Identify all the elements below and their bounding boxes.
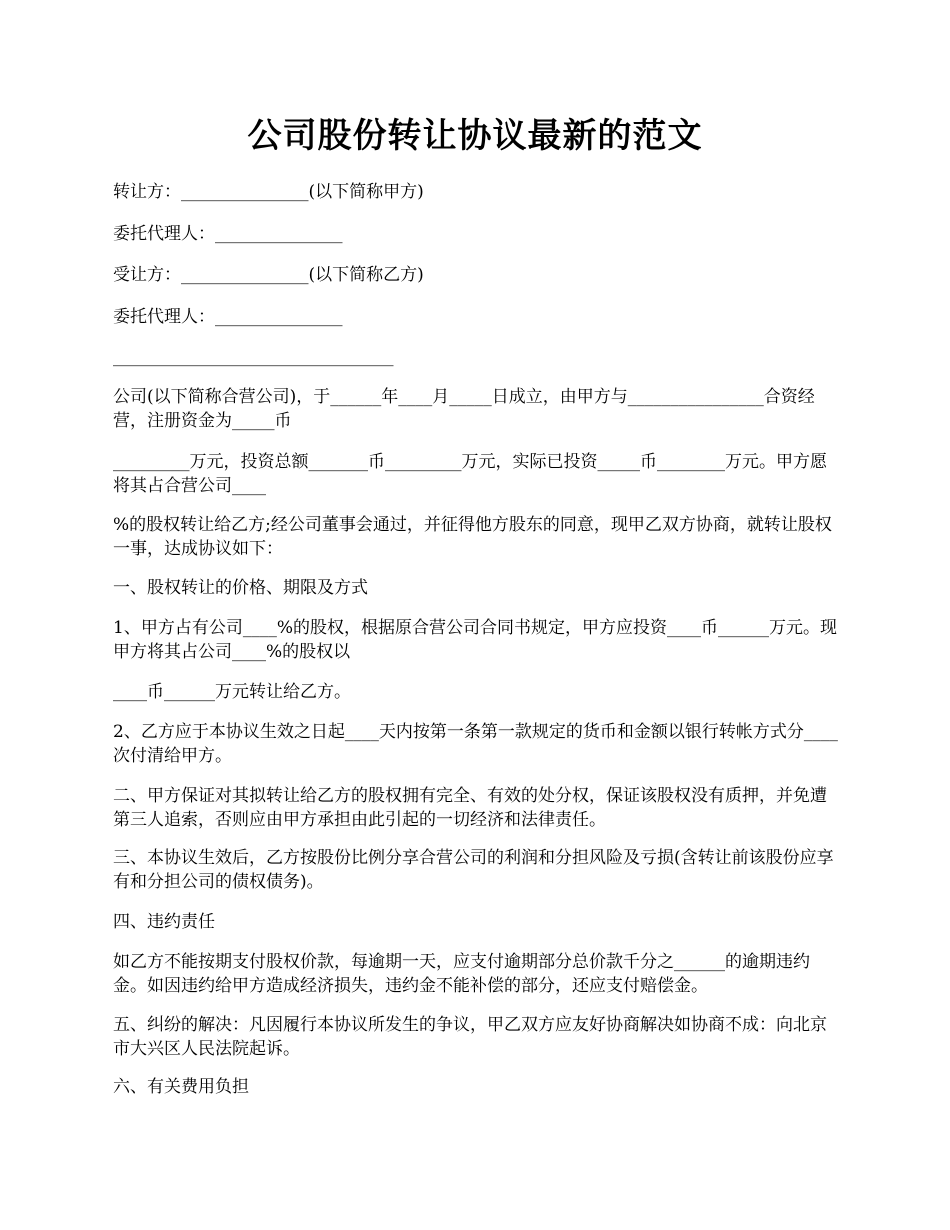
section-five-disputes: 五、纠纷的解决：凡因履行本协议所发生的争议，甲乙双方应友好协商解决如协商不成：向北京市大兴区人民法院起诉。: [113, 1015, 827, 1059]
section-heading-price: 一、股权转让的价格、期限及方式: [113, 578, 368, 598]
section-three-profit-sharing: 三、本协议生效后，乙方按股份比例分享合营公司的利润和分担风险及亏损(含转让前该股份应享有和分担公司的债权债务)。: [113, 848, 834, 892]
transferee-agent-line: 委托代理人：_______________: [113, 307, 343, 327]
paragraph-equity-transfer: %的股权转让给乙方;经公司董事会通过，并征得他方股东的同意，现甲乙双方协商，就转让股权一事，达成协议如下：: [113, 515, 832, 559]
transferor-line: 转让方：_______________(以下简称甲方): [113, 182, 424, 202]
paragraph-investment: _________万元，投资总额_______币_________万元，实际已投资_____币________万元。甲方愿将其占合营公司____: [113, 452, 827, 496]
document-title: 公司股份转让协议最新的范文: [247, 116, 703, 156]
clause-1: 1、甲方占有公司____%的股权，根据原合营公司合同书规定，甲方应投资____币______万元。现甲方将其占公司____%的股权以: [113, 618, 837, 662]
section-two-guarantee: 二、甲方保证对其拟转让给乙方的股权拥有完全、有效的处分权，保证该股权没有质押，并免遭第三人追索，否则应由甲方承担由此引起的一切经济和法律责任。: [113, 786, 827, 830]
clause-2: 2、乙方应于本协议生效之日起____天内按第一条第一款规定的货币和金额以银行转帐方式分____次付清给甲方。: [113, 722, 838, 766]
section-heading-breach: 四、违约责任: [113, 912, 215, 932]
paragraph-company-intro: 公司(以下简称合营公司)，于______年____月_____日成立，由甲方与________________合资经营，注册资金为_____币: [113, 387, 815, 431]
blank-line: _________________________________: [113, 347, 394, 367]
clause-1-continued: ____币______万元转让给乙方。: [113, 682, 351, 702]
paragraph-breach: 如乙方不能按期支付股权价款，每逾期一天，应支付逾期部分总价款千分之______的逾期违约金。如因违约给甲方造成经济损失，违约金不能补偿的部分，还应支付赔偿金。: [113, 952, 810, 996]
transferor-agent-line: 委托代理人：_______________: [113, 224, 343, 244]
transferee-line: 受让方：_______________(以下简称乙方): [113, 265, 424, 285]
section-heading-costs: 六、有关费用负担: [113, 1077, 249, 1097]
